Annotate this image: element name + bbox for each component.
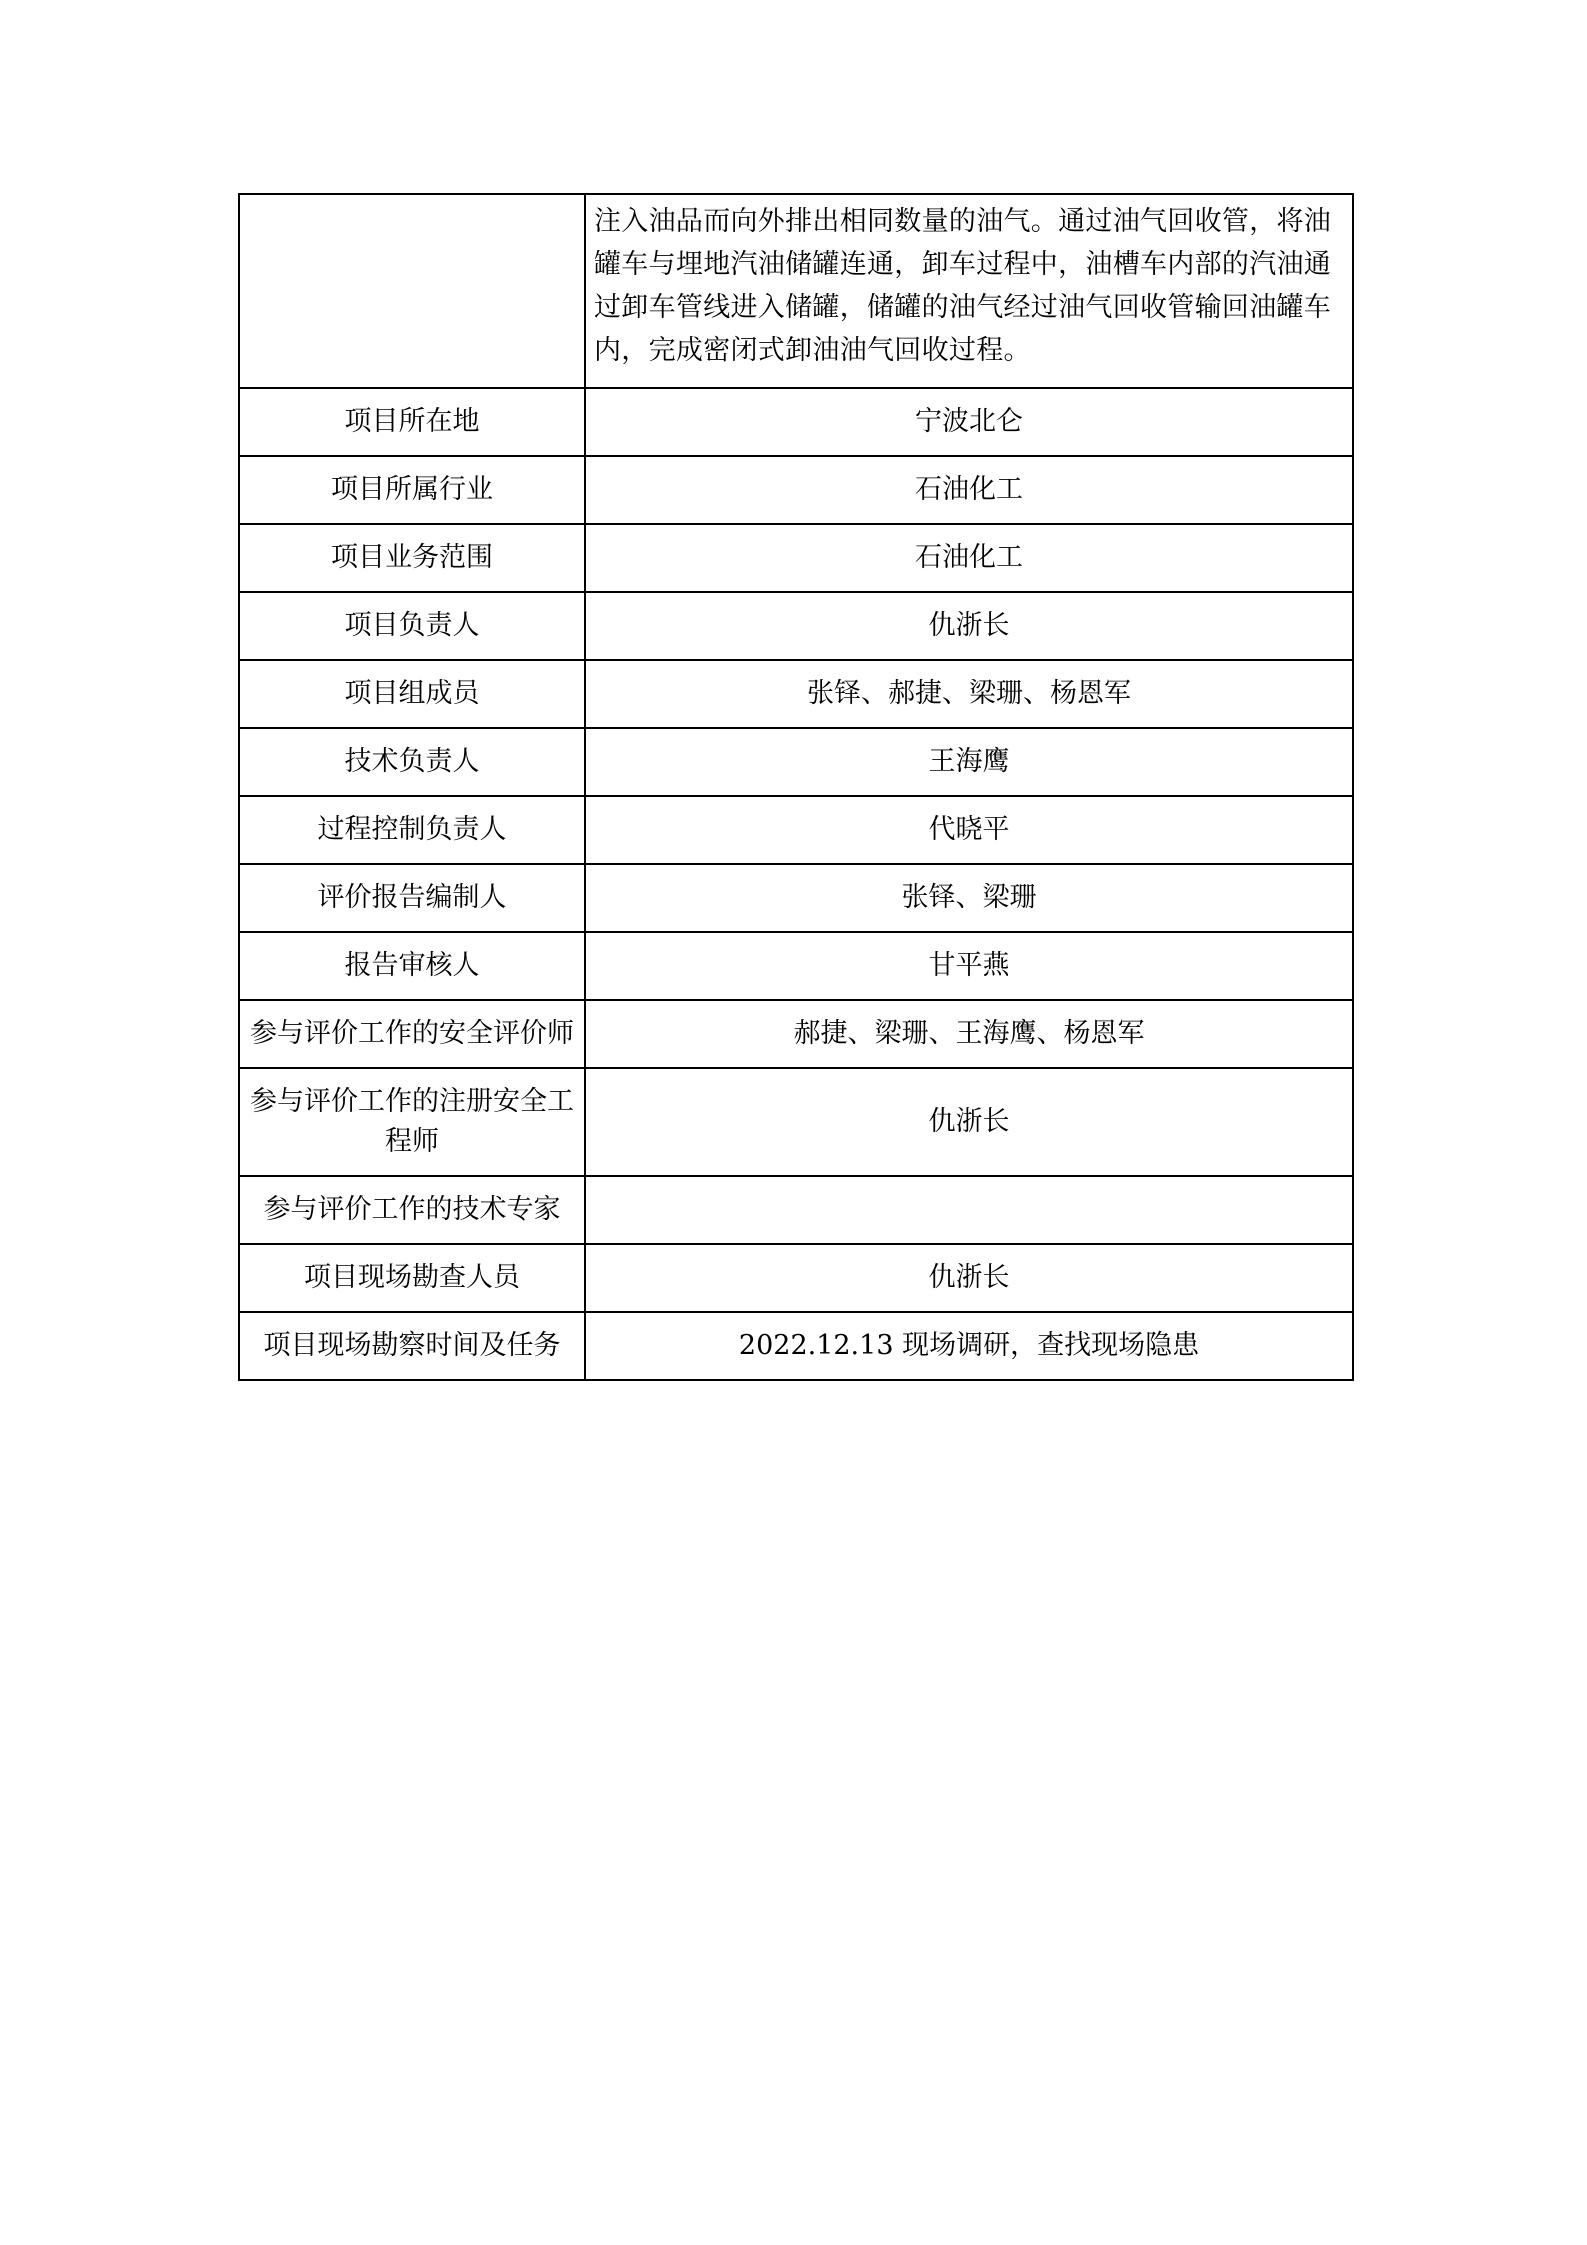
table-row [239, 864, 1353, 932]
table-row [239, 388, 1353, 456]
row-value [585, 1176, 1353, 1244]
table-row [239, 796, 1353, 864]
row-label: 项目业务范围 [239, 524, 585, 592]
row-value: 仇浙长 [585, 1068, 1353, 1176]
row-label: 项目组成员 [239, 660, 585, 728]
table-row [239, 1176, 1353, 1244]
row-label: 参与评价工作的技术专家 [239, 1176, 585, 1244]
table-row [239, 660, 1353, 728]
description-label-cell [239, 194, 585, 388]
table-row [239, 1000, 1353, 1068]
row-value: 代晓平 [585, 796, 1353, 864]
row-value: 张铎、郝捷、梁珊、杨恩军 [585, 660, 1353, 728]
row-label: 项目所在地 [239, 388, 585, 456]
row-label: 项目负责人 [239, 592, 585, 660]
row-label: 项目所属行业 [239, 456, 585, 524]
row-value: 仇浙长 [585, 592, 1353, 660]
row-label: 项目现场勘察时间及任务 [239, 1312, 585, 1380]
row-label: 项目现场勘查人员 [239, 1244, 585, 1312]
table-row [239, 524, 1353, 592]
table-row [239, 456, 1353, 524]
table-row [239, 1244, 1353, 1312]
row-value: 石油化工 [585, 456, 1353, 524]
row-label: 技术负责人 [239, 728, 585, 796]
row-value: 2022.12.13 现场调研，查找现场隐患 [585, 1312, 1353, 1380]
table-row [239, 932, 1353, 1000]
row-value: 张铎、梁珊 [585, 864, 1353, 932]
row-value: 郝捷、梁珊、王海鹰、杨恩军 [585, 1000, 1353, 1068]
table-row [239, 1068, 1353, 1176]
project-info-table [238, 193, 1354, 1381]
row-label: 参与评价工作的注册安全工程师 [239, 1068, 585, 1176]
row-value: 甘平燕 [585, 932, 1353, 1000]
row-value: 仇浙长 [585, 1244, 1353, 1312]
row-label: 过程控制负责人 [239, 796, 585, 864]
table-row [239, 592, 1353, 660]
row-label: 评价报告编制人 [239, 864, 585, 932]
table-row [239, 728, 1353, 796]
row-value: 宁波北仑 [585, 388, 1353, 456]
row-value: 石油化工 [585, 524, 1353, 592]
row-value: 王海鹰 [585, 728, 1353, 796]
description-text-cell: 注入油品而向外排出相同数量的油气。通过油气回收管，将油罐车与埋地汽油储罐连通，卸车过程中，油槽车内部的汽油通过卸车管线进入储罐，储罐的油气经过油气回收管输回油罐车内，完成密闭式卸油油气回收过程。 [585, 194, 1353, 388]
table-row-description [239, 194, 1353, 388]
table-row [239, 1312, 1353, 1380]
row-label: 参与评价工作的安全评价师 [239, 1000, 585, 1068]
row-label: 报告审核人 [239, 932, 585, 1000]
